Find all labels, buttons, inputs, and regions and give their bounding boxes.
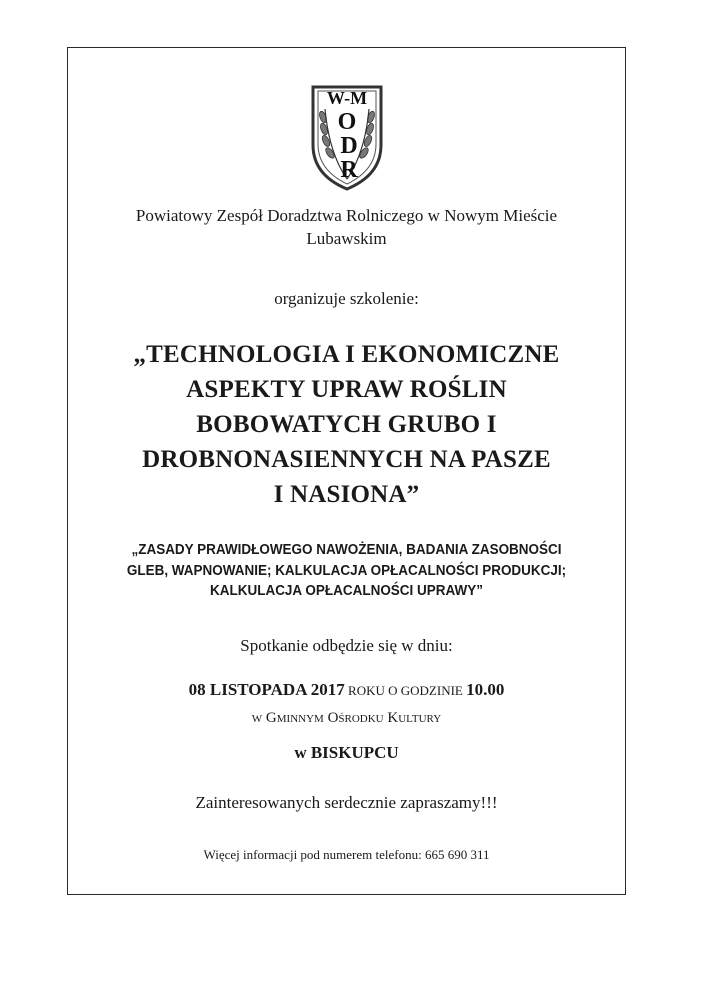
title-line: DROBNONASIENNYCH NA PASZE <box>142 446 551 473</box>
wm-odr-logo <box>307 83 387 193</box>
training-subtitle <box>99 540 595 602</box>
contact-info: Więcej informacji pod numerem telefonu: 665 690 311 <box>203 847 490 862</box>
venue-city: w BISKUPCU <box>294 743 399 762</box>
subtitle-line: GLEB, WAPNOWANIE; KALKULACJA OPŁACALNOŚCI PRODUKCJI; <box>126 562 567 579</box>
training-title <box>80 337 613 512</box>
organizer-name <box>80 205 613 227</box>
subtitle-line: „ZASADY PRAWIDŁOWEGO NAWOŻENIA, BADANIA ZASOBNOŚCI <box>131 542 562 558</box>
intro-text: organizuje szkolenie: <box>274 289 419 308</box>
date-middle-text: ROKU O GODZINIE <box>344 683 467 698</box>
time-value: 10.00 <box>466 680 505 699</box>
subtitle-line: KALKULACJA OPŁACALNOŚCI UPRAWY” <box>210 583 483 599</box>
title-line: ASPEKTY UPRAW ROŚLIN <box>186 376 507 403</box>
title-line: BOBOWATYCH GRUBO I <box>196 411 497 438</box>
title-line: „TECHNOLOGIA I EKONOMICZNE <box>133 341 560 368</box>
meeting-date <box>80 680 613 700</box>
svg-text:O: O <box>337 109 357 135</box>
invitation-text: Zainteresowanych serdecznie zapraszamy!!! <box>195 793 498 812</box>
venue: w Gminnym Ośrodku Kultury <box>251 710 442 726</box>
title-line: I NASIONA” <box>273 481 420 508</box>
date-value: 08 LISTOPADA 2017 <box>188 680 345 699</box>
svg-text:W-M: W-M <box>326 88 368 108</box>
meeting-intro: Spotkanie odbędzie się w dniu: <box>240 636 453 655</box>
organizer-name-cont <box>80 228 613 250</box>
organizer-line-2: Lubawskim <box>306 229 387 248</box>
organizer-line-1: Powiatowy Zespół Doradztwa Rolniczego w Nowym Mieście <box>135 206 558 225</box>
svg-text:R: R <box>340 157 358 183</box>
svg-text:D: D <box>340 133 358 159</box>
